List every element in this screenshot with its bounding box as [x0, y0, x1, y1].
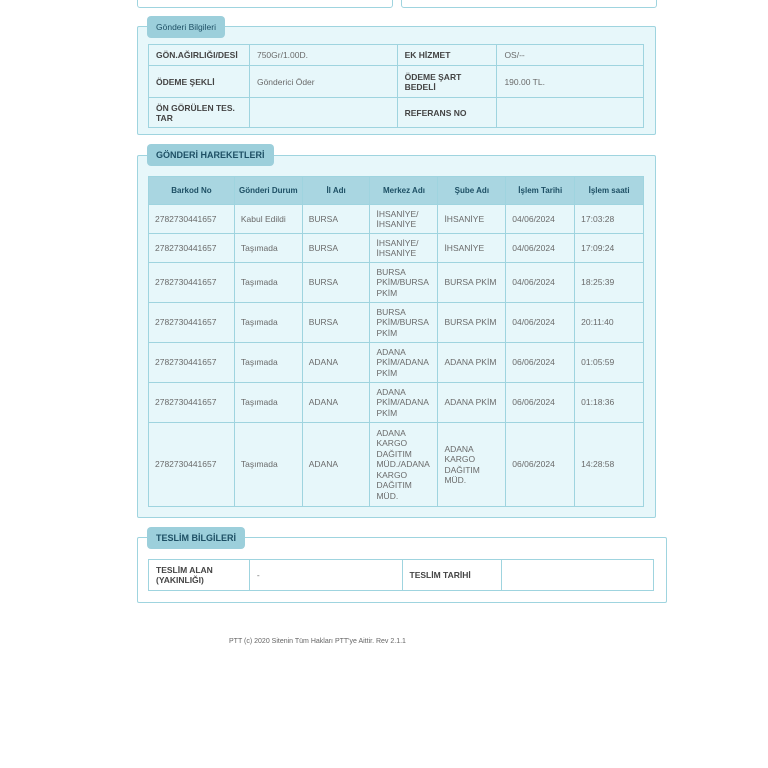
reference-label: REFERANS NO — [397, 98, 497, 128]
payment-value: Gönderici Öder — [249, 66, 397, 98]
cell-branch: ADANA PKİM — [438, 343, 506, 383]
footer-copyright: PTT (c) 2020 Sitenin Tüm Hakları PTT'ye Aittir. Rev 2.1.1 — [229, 638, 406, 645]
reference-value — [497, 98, 644, 128]
delivery-info-table — [148, 559, 654, 591]
payment-amount-label: ÖDEME ŞART BEDELİ — [397, 66, 497, 98]
col-header-branch: Şube Adı — [438, 177, 506, 205]
cell-city: ADANA — [302, 423, 370, 507]
cell-date: 06/06/2024 — [506, 423, 575, 507]
cell-branch: İHSANİYE — [438, 205, 506, 234]
cell-city: BURSA — [302, 303, 370, 343]
cell-center: ADANA PKİM/ADANA PKİM — [370, 343, 438, 383]
extra-service-label: EK HİZMET — [397, 45, 497, 66]
cell-branch: İHSANİYE — [438, 234, 506, 263]
col-header-center: Merkez Adı — [370, 177, 438, 205]
cell-city: BURSA — [302, 205, 370, 234]
cell-center: BURSA PKİM/BURSA PKİM — [370, 303, 438, 343]
table-row — [149, 205, 644, 234]
shipment-movements-table — [148, 176, 644, 507]
shipment-info-title: Gönderi Bilgileri — [147, 16, 225, 38]
cell-time: 18:25:39 — [575, 263, 644, 303]
cell-barcode: 2782730441657 — [149, 423, 235, 507]
cell-date: 04/06/2024 — [506, 303, 575, 343]
delivery-info-title: TESLİM BİLGİLERİ — [147, 527, 245, 549]
top-panel-left — [137, 0, 393, 8]
weight-label: GÖN.AĞIRLIĞI/DESİ — [149, 45, 250, 66]
cell-date: 04/06/2024 — [506, 263, 575, 303]
payment-amount-value: 190.00 TL. — [497, 66, 644, 98]
cell-center: ADANA KARGO DAĞITIM MÜD./ADANA KARGO DAĞITIM MÜD. — [370, 423, 438, 507]
cell-center: ADANA PKİM/ADANA PKİM — [370, 383, 438, 423]
top-panel-right — [401, 0, 657, 8]
cell-city: BURSA — [302, 263, 370, 303]
shipment-movements-title: GÖNDERİ HAREKETLERİ — [147, 144, 274, 166]
cell-barcode: 2782730441657 — [149, 343, 235, 383]
cell-time: 14:28:58 — [575, 423, 644, 507]
cell-time: 17:03:28 — [575, 205, 644, 234]
cell-branch: BURSA PKİM — [438, 303, 506, 343]
cell-branch: ADANA KARGO DAĞITIM MÜD. — [438, 423, 506, 507]
cell-date: 04/06/2024 — [506, 234, 575, 263]
table-row — [149, 234, 644, 263]
expected-date-value — [249, 98, 397, 128]
cell-center: İHSANİYE/ İHSANİYE — [370, 234, 438, 263]
cell-barcode: 2782730441657 — [149, 383, 235, 423]
cell-status: Taşımada — [234, 234, 302, 263]
table-row — [149, 343, 644, 383]
cell-status: Taşımada — [234, 303, 302, 343]
cell-barcode: 2782730441657 — [149, 303, 235, 343]
col-header-date: İşlem Tarihi — [506, 177, 575, 205]
table-row — [149, 423, 644, 507]
cell-status: Taşımada — [234, 423, 302, 507]
cell-status: Taşımada — [234, 383, 302, 423]
table-row — [149, 263, 644, 303]
cell-branch: ADANA PKİM — [438, 383, 506, 423]
col-header-city: İl Adı — [302, 177, 370, 205]
cell-city: ADANA — [302, 343, 370, 383]
cell-date: 06/06/2024 — [506, 343, 575, 383]
cell-date: 06/06/2024 — [506, 383, 575, 423]
cell-time: 17:09:24 — [575, 234, 644, 263]
cell-city: BURSA — [302, 234, 370, 263]
cell-city: ADANA — [302, 383, 370, 423]
delivery-date-value — [502, 560, 654, 591]
payment-label: ÖDEME ŞEKLİ — [149, 66, 250, 98]
weight-value: 750Gr/1.00D. — [249, 45, 397, 66]
cell-date: 04/06/2024 — [506, 205, 575, 234]
cell-barcode: 2782730441657 — [149, 205, 235, 234]
table-row — [149, 383, 644, 423]
cell-status: Taşımada — [234, 343, 302, 383]
col-header-barcode: Barkod No — [149, 177, 235, 205]
cell-time: 01:18:36 — [575, 383, 644, 423]
delivery-date-label: TESLİM TARİHİ — [402, 560, 502, 591]
cell-center: BURSA PKİM/BURSA PKİM — [370, 263, 438, 303]
extra-service-value: OS/-- — [497, 45, 644, 66]
cell-status: Taşımada — [234, 263, 302, 303]
cell-time: 01:05:59 — [575, 343, 644, 383]
cell-barcode: 2782730441657 — [149, 263, 235, 303]
cell-barcode: 2782730441657 — [149, 234, 235, 263]
cell-status: Kabul Edildi — [234, 205, 302, 234]
table-row — [149, 303, 644, 343]
col-header-time: İşlem saati — [575, 177, 644, 205]
cell-time: 20:11:40 — [575, 303, 644, 343]
col-header-status: Gönderi Durum — [234, 177, 302, 205]
expected-date-label: ÖN GÖRÜLEN TES. TAR — [149, 98, 250, 128]
receiver-label: TESLİM ALAN (YAKINLIĞI) — [149, 560, 250, 591]
receiver-value: - — [249, 560, 402, 591]
cell-center: İHSANİYE/ İHSANİYE — [370, 205, 438, 234]
shipment-info-table — [148, 44, 644, 128]
cell-branch: BURSA PKİM — [438, 263, 506, 303]
